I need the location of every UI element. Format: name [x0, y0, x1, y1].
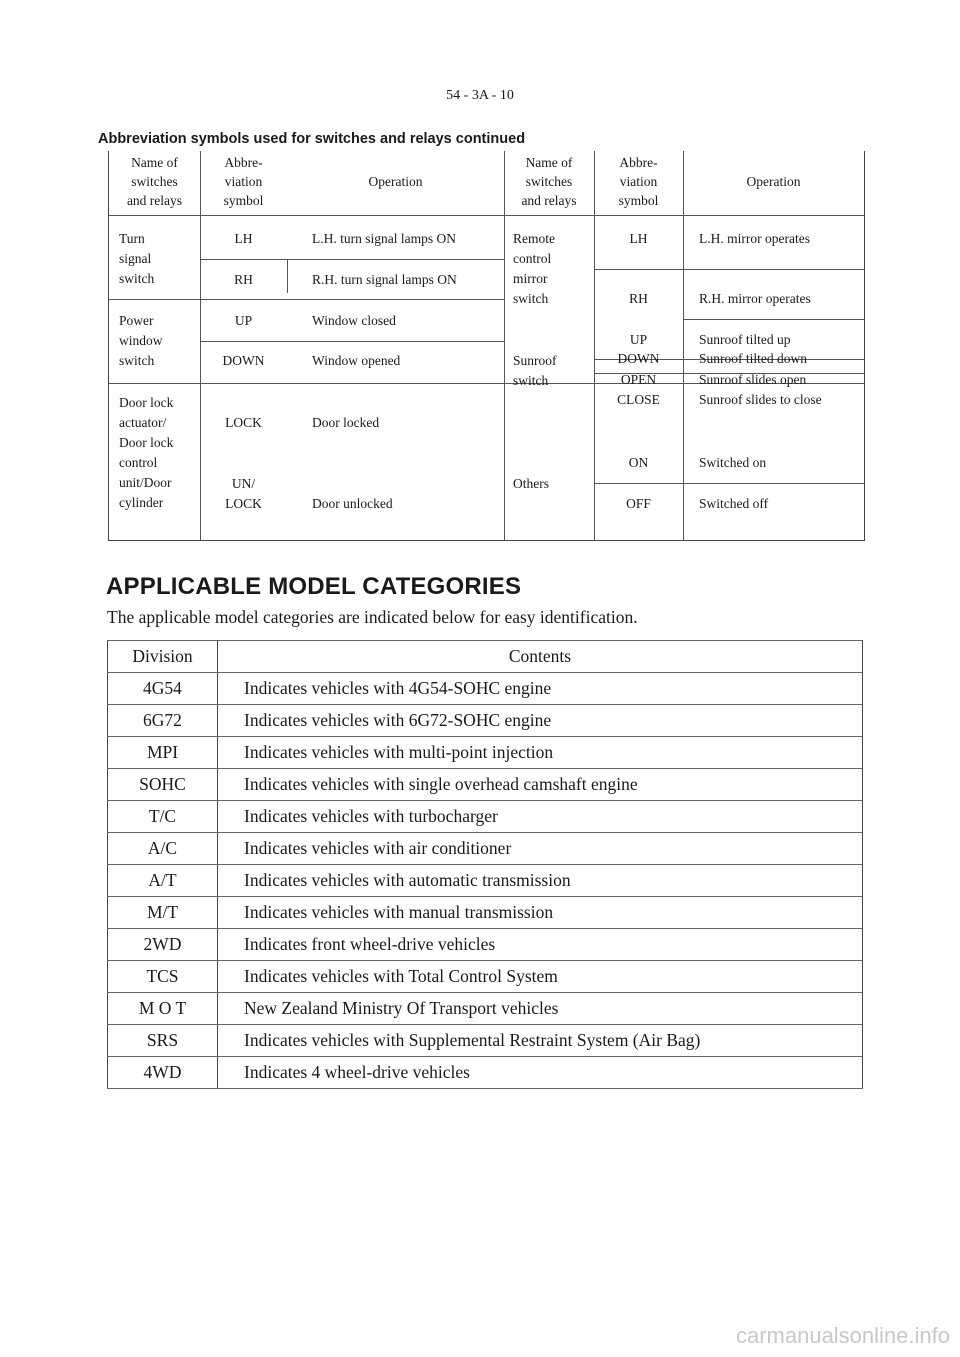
abbr-unlock: UN/ LOCK [225, 476, 262, 511]
contents-cell: New Zealand Ministry Of Transport vehicles [218, 993, 863, 1025]
abbr-off: OFF [626, 496, 651, 511]
table-row [108, 929, 863, 961]
abbreviation-table [108, 151, 865, 541]
power-window-switch-name: Power window switch [119, 313, 163, 368]
op-sunroof-up: Sunroof tilted up [699, 332, 791, 347]
door-lock-name: Door lock actuator/ Door lock control unit/Door cylinder [119, 395, 174, 510]
abbr-lh-turn: LH [234, 231, 253, 246]
abbr-on: ON [628, 455, 649, 470]
table-row [108, 1057, 863, 1089]
abbr-sunroof-open: OPEN [620, 372, 657, 387]
row-divider [109, 215, 864, 216]
table-row [108, 897, 863, 929]
abbr-sunroof-down: DOWN [617, 351, 660, 366]
contents-cell: Indicates vehicles with automatic transmission [218, 865, 863, 897]
row-divider [109, 299, 504, 300]
abbr-up-window: UP [234, 313, 253, 328]
categories-table [107, 640, 863, 1089]
division-cell: M O T [108, 993, 218, 1025]
table-header-row [108, 641, 863, 673]
header-abbr-left: Abbre- viation symbol [223, 155, 264, 208]
header-name-left: Name of switches and relays [126, 155, 183, 208]
categories-title: APPLICABLE MODEL CATEGORIES [106, 573, 522, 600]
op-switched-on: Switched on [699, 455, 767, 470]
op-lh-mirror: L.H. mirror operates [699, 231, 810, 246]
op-door-locked: Door locked [312, 415, 380, 430]
abbr-down-window: DOWN [222, 353, 265, 368]
section-title: Abbreviation symbols used for switches and relays continued [98, 131, 526, 147]
remote-mirror-switch-name: Remote control mirror switch [513, 231, 555, 306]
abbr-lh-mirror: LH [629, 231, 648, 246]
op-window-opened: Window opened [312, 353, 401, 368]
table-row [108, 705, 863, 737]
division-cell: 4WD [108, 1057, 218, 1089]
op-rh-turn: R.H. turn signal lamps ON [312, 272, 457, 287]
op-window-closed: Window closed [312, 313, 396, 328]
op-sunroof-close: Sunroof slides to close [699, 392, 822, 407]
col-divider [287, 259, 288, 293]
abbr-lock: LOCK [225, 415, 262, 430]
contents-cell: Indicates vehicles with Total Control System [218, 961, 863, 993]
division-cell: A/T [108, 865, 218, 897]
header-division: Division [108, 641, 218, 673]
division-cell: A/C [108, 833, 218, 865]
contents-cell: Indicates vehicles with air conditioner [218, 833, 863, 865]
division-cell: SRS [108, 1025, 218, 1057]
division-cell: TCS [108, 961, 218, 993]
watermark-text: carmanualsonline.info [735, 1323, 950, 1348]
row-divider [200, 259, 504, 260]
contents-cell: Indicates vehicles with multi-point injection [218, 737, 863, 769]
abbr-rh-turn: RH [234, 272, 253, 287]
division-cell: MPI [108, 737, 218, 769]
table-row [108, 737, 863, 769]
header-name-right: Name of switches and relays [521, 155, 577, 208]
row-divider [200, 341, 504, 342]
header-abbr-right: Abbre- viation symbol [618, 155, 659, 208]
division-cell: SOHC [108, 769, 218, 801]
header-operation-right: Operation [746, 174, 801, 189]
division-cell: 6G72 [108, 705, 218, 737]
table-row [108, 769, 863, 801]
op-door-unlocked: Door unlocked [312, 496, 393, 511]
division-cell: T/C [108, 801, 218, 833]
table-row [108, 801, 863, 833]
contents-cell: Indicates vehicles with manual transmission [218, 897, 863, 929]
op-sunroof-open: Sunroof slides open [699, 372, 807, 387]
table-row [108, 673, 863, 705]
table-row [108, 865, 863, 897]
division-cell: M/T [108, 897, 218, 929]
turn-signal-switch-name: Turn signal switch [119, 231, 155, 286]
contents-cell: Indicates vehicles with 6G72-SOHC engine [218, 705, 863, 737]
abbr-sunroof-close: CLOSE [617, 392, 660, 407]
contents-cell: Indicates vehicles with Supplemental Restraint System (Air Bag) [218, 1025, 863, 1057]
op-sunroof-down: Sunroof tilted down [699, 351, 807, 366]
table-row [108, 1025, 863, 1057]
op-switched-off: Switched off [699, 496, 769, 511]
table-row [108, 961, 863, 993]
row-divider [594, 269, 864, 270]
contents-cell: Indicates vehicles with single overhead camshaft engine [218, 769, 863, 801]
division-cell: 2WD [108, 929, 218, 961]
categories-intro: The applicable model categories are indicated below for easy identification. [107, 607, 638, 627]
contents-cell: Indicates vehicles with 4G54-SOHC engine [218, 673, 863, 705]
op-rh-mirror: R.H. mirror operates [699, 291, 811, 306]
col-divider [683, 151, 684, 540]
op-lh-turn: L.H. turn signal lamps ON [312, 231, 456, 246]
sunroof-switch-name: Sunroof switch [513, 353, 557, 388]
contents-cell: Indicates vehicles with turbocharger [218, 801, 863, 833]
table-row [108, 993, 863, 1025]
abbr-rh-mirror: RH [629, 291, 648, 306]
contents-cell: Indicates 4 wheel-drive vehicles [218, 1057, 863, 1089]
page-number: 54 - 3A - 10 [446, 88, 514, 103]
others-name: Others [513, 476, 549, 491]
abbr-sunroof-up: UP [629, 332, 648, 347]
row-divider [683, 319, 864, 320]
header-contents: Contents [218, 641, 863, 673]
header-operation-left: Operation [368, 174, 423, 189]
table-row [108, 833, 863, 865]
contents-cell: Indicates front wheel-drive vehicles [218, 929, 863, 961]
division-cell: 4G54 [108, 673, 218, 705]
row-divider [594, 483, 864, 484]
